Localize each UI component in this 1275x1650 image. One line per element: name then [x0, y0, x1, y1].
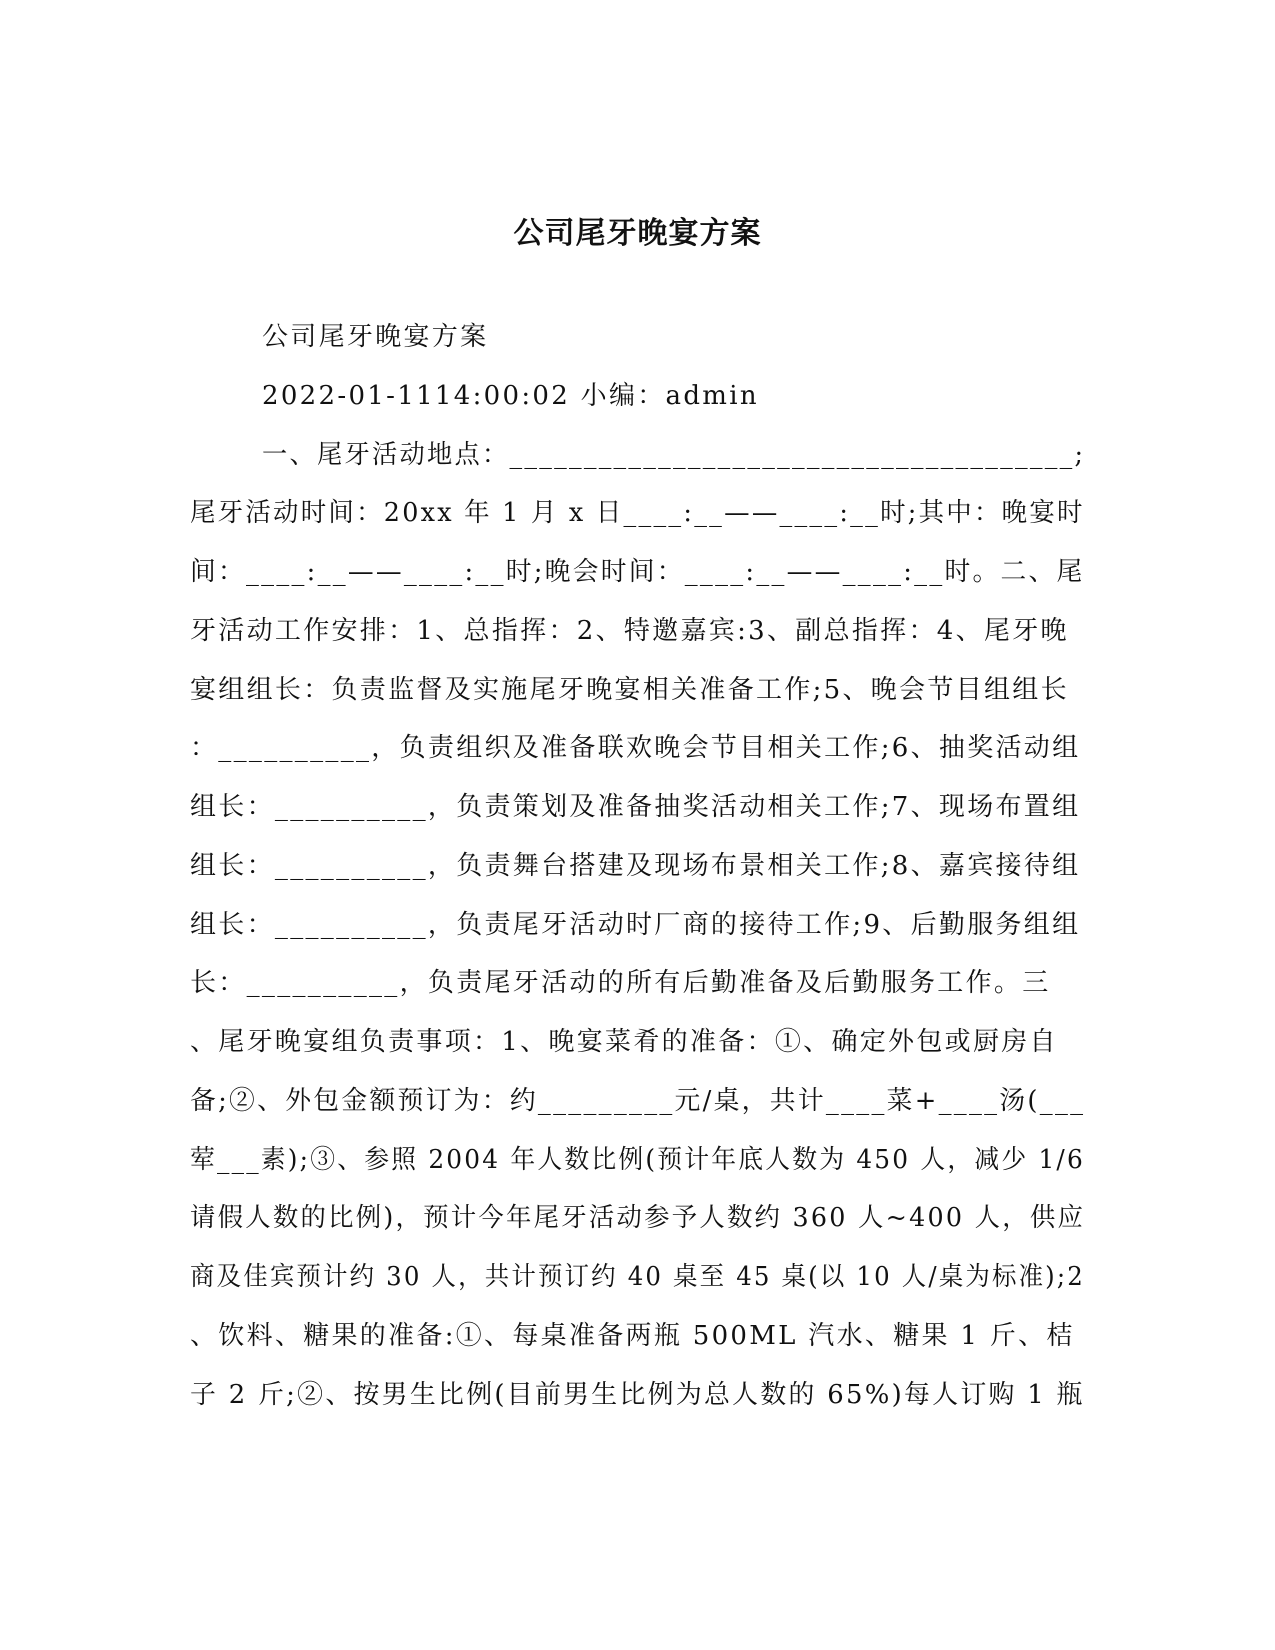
body-line: 、饮料、糖果的准备:①、每桌准备两瓶 500ML 汽水、糖果 1 斤、桔 [190, 1321, 1075, 1351]
body-line: 牙活动工作安排：1、总指挥：2、特邀嘉宾:3、副总指挥：4、尾牙晚 [190, 616, 1069, 646]
body-line: 间：____:__——____:__时;晚会时间：____:__——____:__时。二、尾 [190, 557, 1085, 587]
body-line: 宴组组长：负责监督及实施尾牙晚宴相关准备工作;5、晚会节目组组长 [190, 675, 1069, 705]
body-line: 尾牙活动时间：20xx 年 1 月 x 日____:__——____:__时;其中：晚宴时 [190, 498, 1085, 528]
body-line: 组长：__________，负责策划及准备抽奖活动相关工作;7、现场布置组 [190, 792, 1081, 822]
body-line: 请假人数的比例)，预计今年尾牙活动参予人数约 360 人~400 人，供应 [190, 1203, 1086, 1233]
body-line: 长：__________，负责尾牙活动的所有后勤准备及后勤服务工作。三 [190, 968, 1051, 998]
body-line: 商及佳宾预计约 30 人，共计预订约 40 桌至 45 桌(以 10 人/桌为标准);2 [190, 1262, 1085, 1292]
body-line: 荤___素);③、参照 2004 年人数比例(预计年底人数为 450 人，减少 1/6 [190, 1145, 1085, 1175]
body-line: 备;②、外包金额预订为：约_________元/桌，共计____菜+____汤(___ [190, 1086, 1086, 1116]
document-meta: 2022-01-1114:00:02 小编：admin [262, 381, 759, 411]
body-line: 一、尾牙活动地点：______________________________________; [262, 440, 1086, 470]
document-title: 公司尾牙晚宴方案 [513, 216, 762, 251]
body-line: 组长：__________，负责尾牙活动时厂商的接待工作;9、后勤服务组组 [190, 910, 1081, 940]
body-line: 组长：__________，负责舞台搭建及现场布景相关工作;8、嘉宾接待组 [190, 851, 1081, 881]
document-subtitle: 公司尾牙晚宴方案 [262, 322, 489, 352]
body-line: 、尾牙晚宴组负责事项：1、晚宴菜肴的准备：①、确定外包或厨房自 [190, 1027, 1058, 1057]
body-line: ：__________，负责组织及准备联欢晚会节目相关工作;6、抽奖活动组 [190, 733, 1081, 763]
body-line: 子 2 斤;②、按男生比例(目前男生比例为总人数的 65%)每人订购 1 瓶 [190, 1380, 1085, 1410]
